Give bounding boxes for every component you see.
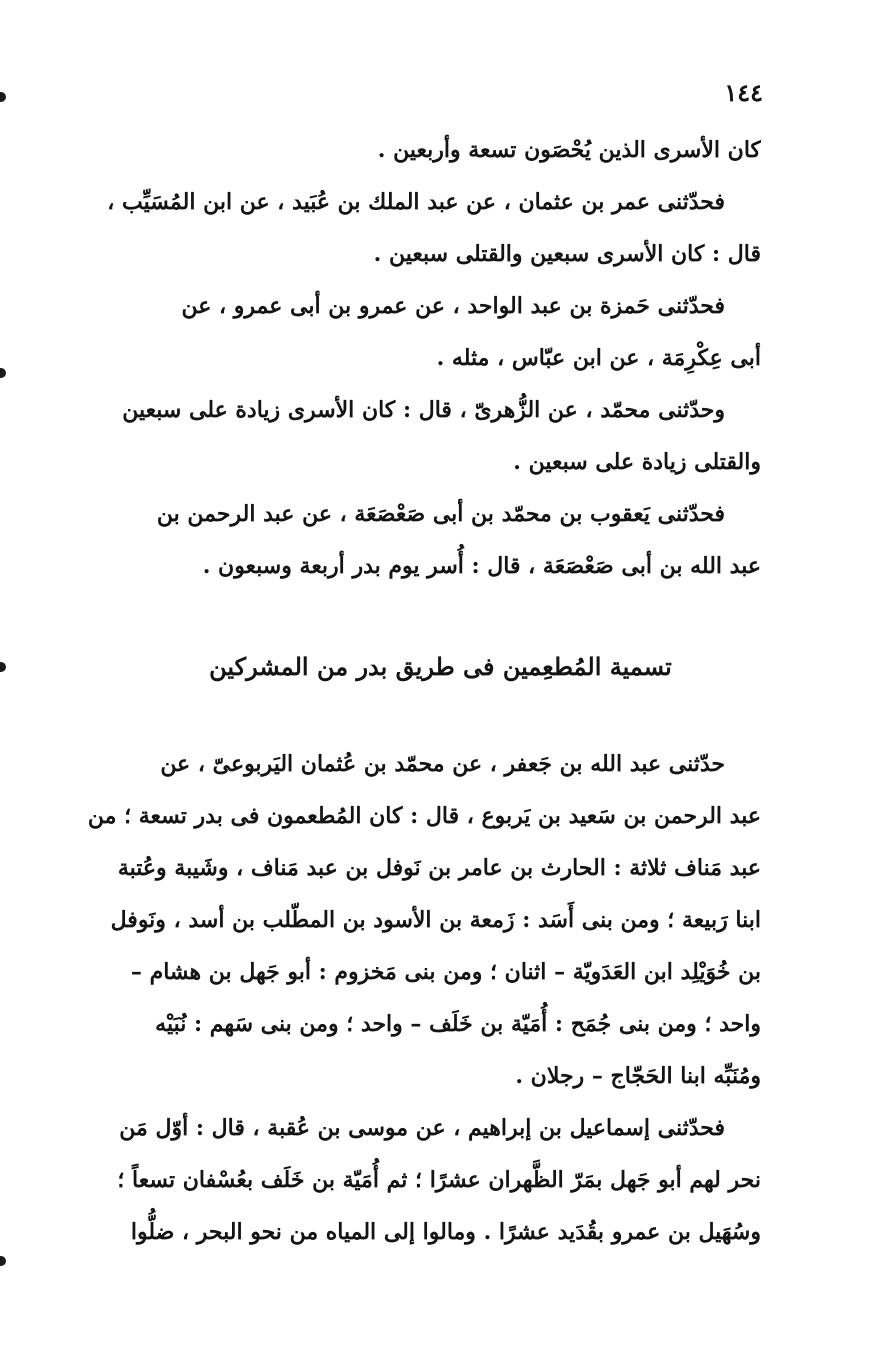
text-line: عبد الله بن أبى صَعْصَعَة ، قال : أُسر يوم بدر أربعة وسبعون . (202, 553, 761, 579)
text-line: واحد ؛ ومن بنى جُمَح : أُمَيّة بن خَلَف – واحد ؛ ومن بنى سَهم : نُبَيْه (155, 1011, 761, 1037)
margin-mark (0, 368, 6, 378)
text-line: قال : كان الأسرى سبعين والقتلى سبعين . (373, 241, 761, 267)
text-line: فحدّثنى حَمزة بن عبد الواحد ، عن عمرو بن أبى عمرو ، عن (181, 293, 725, 319)
text-line: وحدّثنى محمّد ، عن الزُّهرىّ ، قال : كان الأسرى زيادة على سبعين (122, 397, 725, 423)
text-line: فحدّثنى عمر بن عثمان ، عن عبد الملك بن عُبَيد ، عن ابن المُسَيِّب ، (107, 189, 725, 215)
text-line: ومُنَبِّه ابنا الحَجّاج – رجلان . (515, 1063, 761, 1089)
page-number: ١٤٤ (724, 78, 763, 107)
text-line: نحر لهم أبو جَهل بمَرّ الظَّهران عشرًا ؛ ثم أُمَيّة بن خَلَف بعُسْفان تسعاً ؛ (117, 1167, 761, 1193)
text-line: أبى عِكْرِمَة ، عن ابن عبّاس ، مثله . (436, 345, 761, 371)
text-line: وسُهَيل بن عمرو بقُدَيد عشرًا . ومالوا إلى المياه من نحو البحر ، ضلُّوا (130, 1219, 761, 1245)
margin-mark (0, 92, 6, 102)
text-line: بن خُوَيْلِد ابن العَدَويّة – اثنان ؛ ومن بنى مَخزوم : أبو جَهل بن هشام – (130, 959, 761, 985)
text-line: والقتلى زيادة على سبعين . (513, 449, 761, 475)
text-block-top (81, 124, 761, 592)
text-line: كان الأسرى الذين يُحْصَون تسعة وأربعين . (377, 137, 761, 163)
text-line: فحدّثنى إسماعيل بن إبراهيم ، عن موسى بن عُقبة ، قال : أوّل مَن (119, 1115, 725, 1141)
text-line: حدّثنى عبد الله بن جَعفر ، عن محمّد بن عُثمان اليَربوعىّ ، عن (160, 751, 725, 777)
margin-mark (0, 1256, 6, 1266)
text-block-bottom (81, 738, 761, 1258)
text-line: فحدّثنى يَعقوب بن محمّد بن أبى صَعْصَعَة ، عن عبد الرحمن بن (156, 501, 725, 527)
text-line: عبد الرحمن بن سَعيد بن يَربوع ، قال : كان المُطعمون فى بدر تسعة ؛ من (87, 803, 761, 829)
text-line: ابنا رَبيعة ؛ ومن بنى أَسَد : زَمعة بن الأسود بن المطّلب بن أسد ، ونَوفل (110, 907, 761, 933)
section-heading: تسمية المُطعِمين فى طريق بدر من المشركين (209, 652, 672, 681)
text-line: عبد مَناف ثلاثة : الحارث بن عامر بن نَوفل بن عبد مَناف ، وشَيبة وعُتبة (117, 855, 761, 881)
